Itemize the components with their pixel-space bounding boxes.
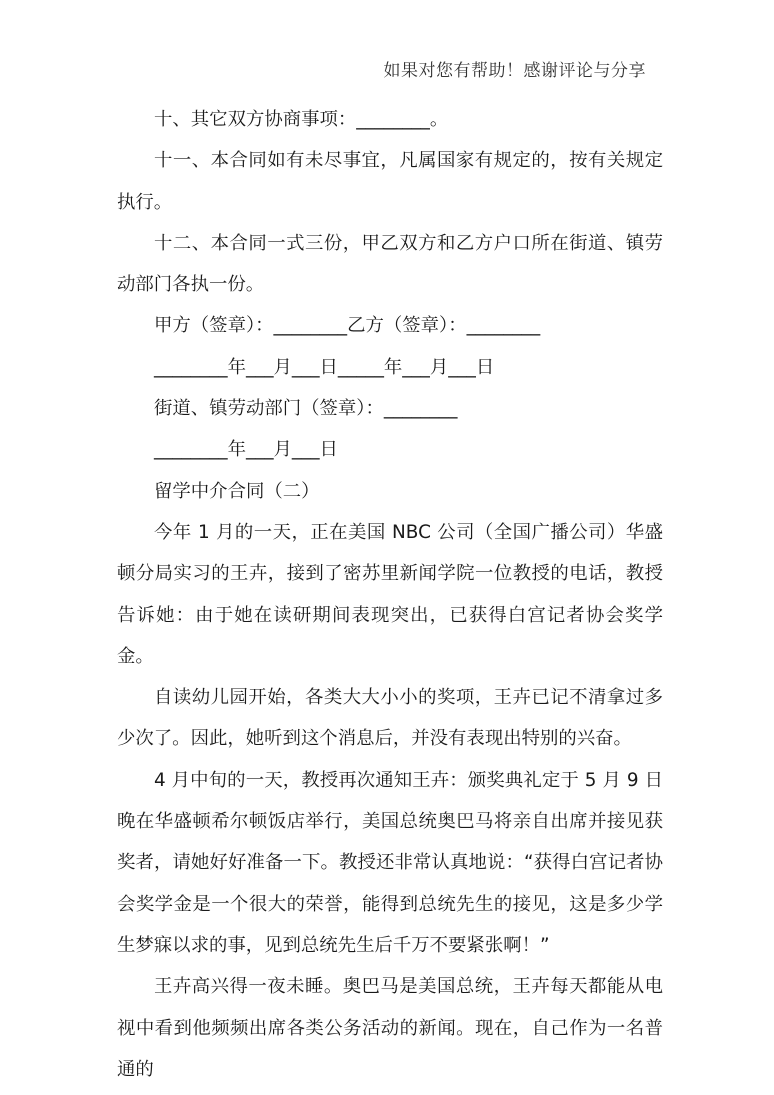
signature-department-date: ________年___月___日 bbox=[154, 439, 338, 461]
signature-parties: 甲方（签章）：________乙方（签章）：________ bbox=[154, 315, 541, 337]
clause-12: 十二、本合同一式三份，甲乙双方和乙方户口所在街道、镇劳动部门各执一份。 bbox=[117, 232, 663, 296]
story-paragraph-3: 4 月中旬的一天，教授再次通知王卉：颁奖典礼定于 5 月 9 日晚在华盛顿希尔顿饭店举行，美国总统奥巴马将亲自出席并接见获奖者，请她好好准备一下。教授还非常认真地说：“获得白宫记者协会奖学金是一个很大的荣誉，能得到总统先生的接见，这是多少学生梦寐以求的事，见到总统先生后千万不要紧张啊！” bbox=[117, 769, 663, 956]
signature-department: 街道、镇劳动部门（签章）：________ bbox=[154, 398, 458, 420]
header-note: 如果对您有帮助！感谢评论与分享 bbox=[383, 61, 646, 81]
section-title: 留学中介合同（二） bbox=[154, 480, 320, 502]
story-paragraph-1: 今年 1 月的一天，正在美国 NBC 公司（全国广播公司）华盛顿分局实习的王卉，接到了密苏里新闻学院一位教授的电话，教授告诉她：由于她在读研期间表现突出，已获得白宫记者协会奖学金。 bbox=[117, 521, 663, 667]
clause-10: 十、其它双方协商事项：________。 bbox=[154, 109, 449, 130]
clause-11: 十一、本合同如有未尽事宜，凡属国家有规定的，按有关规定执行。 bbox=[117, 150, 663, 213]
document-body bbox=[117, 99, 663, 1090]
story-paragraph-2: 自读幼儿园开始，各类大大小小的奖项，王卉已记不清拿过多少次了。因此，她听到这个消息后，并没有表现出特别的兴奋。 bbox=[117, 687, 663, 750]
signature-dates: ________年___月___日_____年___月___日 bbox=[154, 356, 495, 378]
story-paragraph-4: 王卉高兴得一夜未睡。奥巴马是美国总统，王卉每天都能从电视中看到他频频出席各类公务活动的新闻。现在，自己作为一名普通的 bbox=[117, 976, 663, 1080]
